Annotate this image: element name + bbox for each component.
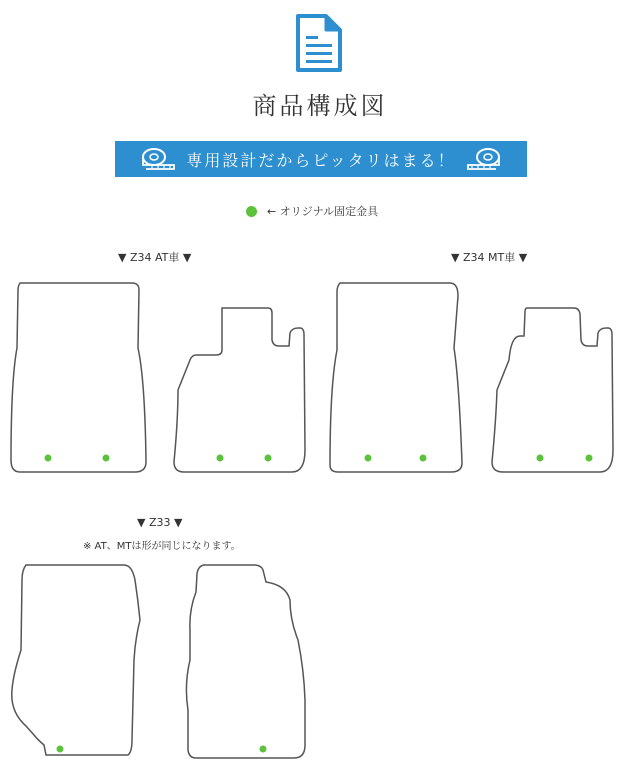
fixing-pin-dot bbox=[103, 455, 110, 462]
z34-at-passenger-mat bbox=[174, 308, 305, 472]
fixing-pin-dot bbox=[420, 455, 427, 462]
fixing-pin-dot bbox=[260, 746, 267, 753]
fixing-pin-dot bbox=[217, 455, 224, 462]
z34-mt-passenger-mat bbox=[492, 308, 613, 472]
z34-at-driver-mat bbox=[11, 283, 146, 472]
page-title: 商品構成図 bbox=[252, 92, 388, 120]
z33-note: ※ AT、MTは形が同じになります。 bbox=[83, 541, 241, 552]
fixing-pin-dot bbox=[537, 455, 544, 462]
z34-mt-driver-mat bbox=[330, 283, 462, 472]
z33-passenger-mat bbox=[186, 565, 305, 758]
z34-mt-label: ▼ Z34 MT車 ▼ bbox=[451, 251, 528, 264]
fixing-pin-dot bbox=[586, 455, 593, 462]
z33-label: ▼ Z33 ▼ bbox=[137, 516, 183, 529]
banner-text: 専用設計だからピッタリはまる！ bbox=[186, 150, 456, 170]
fixing-pin-dot bbox=[57, 746, 64, 753]
fixing-pin-dot bbox=[365, 455, 372, 462]
z34-at-label: ▼ Z34 AT車 ▼ bbox=[118, 251, 192, 264]
z33-driver-mat bbox=[12, 565, 140, 755]
fixing-pin-dot bbox=[265, 455, 272, 462]
legend-text: ← オリジナル固定金具 bbox=[267, 205, 379, 218]
fixing-pin-dot bbox=[45, 455, 52, 462]
